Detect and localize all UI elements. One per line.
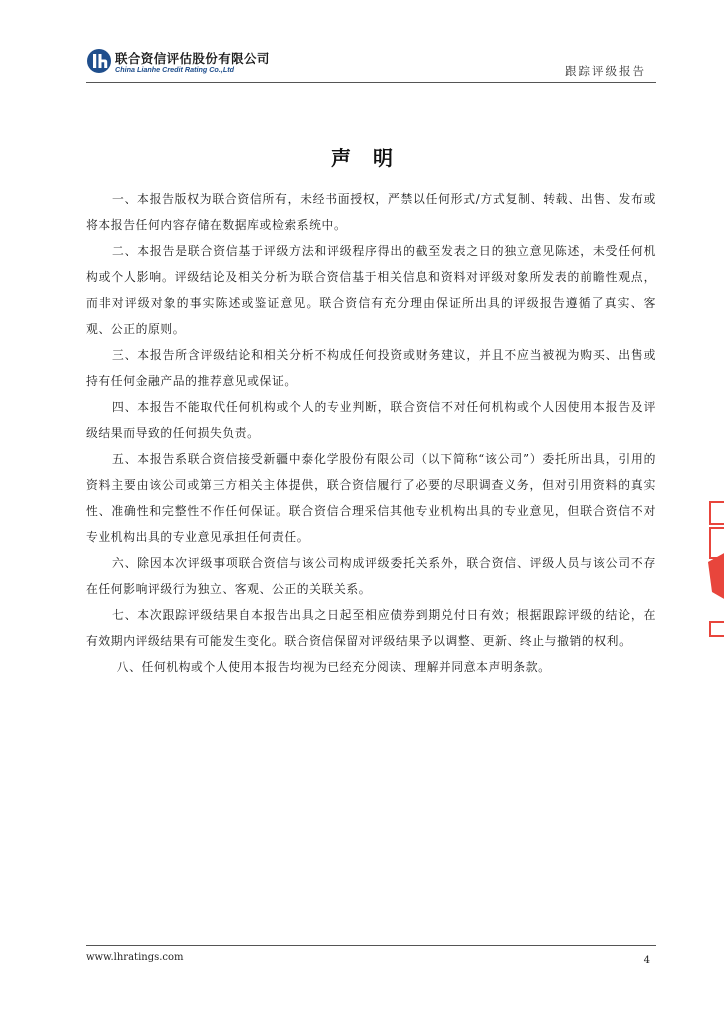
page-title: 声明 bbox=[331, 146, 415, 170]
company-name-en: China Lianhe Credit Rating Co.,Ltd bbox=[115, 65, 234, 74]
page-number: 4 bbox=[643, 955, 650, 966]
header-divider bbox=[86, 82, 656, 83]
declaration-paragraph-3: 三、本报告所含评级结论和相关分析不构成任何投资或财务建议，并且不应当被视为购买、出售或持有任何金融产品的推荐意见或保证。 bbox=[86, 348, 656, 388]
report-type-label: 跟踪评级报告 bbox=[565, 64, 646, 78]
declaration-paragraph-6: 六、除因本次评级事项联合资信与该公司构成评级委托关系外，联合资信、评级人员与该公司不存在任何影响评级行为独立、客观、公正的关联关系。 bbox=[86, 556, 656, 596]
declaration-paragraph-7: 七、本次跟踪评级结果自本报告出具之日起至相应债券到期兑付日有效；根据跟踪评级的结论，在有效期内评级结果有可能发生变化。联合资信保留对评级结果予以调整、更新、终止与撤销的权利。 bbox=[86, 608, 656, 648]
page-header bbox=[86, 46, 656, 82]
company-name-cn: 联合资信评估股份有限公司 bbox=[115, 51, 270, 66]
declaration-paragraph-4: 四、本报告不能取代任何机构或个人的专业判断，联合资信不对任何机构或个人因使用本报告及评级结果而导致的任何损失负责。 bbox=[86, 400, 656, 440]
footer-website: www.lhratings.com bbox=[86, 952, 184, 963]
lianhe-logo-icon bbox=[86, 48, 112, 74]
red-seal-stamp-icon bbox=[704, 500, 724, 640]
declaration-paragraph-5: 五、本报告系联合资信接受新疆中泰化学股份有限公司（以下简称“该公司”）委托所出具，引用的资料主要由该公司或第三方相关主体提供，联合资信履行了必要的尽职调查义务，但对引用资料的真实性、准确性和完整性不作任何保证。联合资信合理采信其他专业机构出具的专业意见，但联合资信不对专业机构出具的专业意见承担任何责任。 bbox=[86, 452, 656, 544]
declaration-body bbox=[86, 186, 656, 680]
declaration-paragraph-2: 二、本报告是联合资信基于评级方法和评级程序得出的截至发表之日的独立意见陈述，未受任何机构或个人影响。评级结论及相关分析为联合资信基于相关信息和资料对评级对象所发表的前瞻性观点，而非对评级对象的事实陈述或鉴证意见。联合资信有充分理由保证所出具的评级报告遵循了真实、客观、公正的原则。 bbox=[86, 244, 656, 336]
footer-divider bbox=[86, 945, 656, 946]
declaration-paragraph-1: 一、本报告版权为联合资信所有，未经书面授权，严禁以任何形式/方式复制、转载、出售、发布或将本报告任何内容存储在数据库或检索系统中。 bbox=[86, 192, 656, 232]
declaration-paragraph-8: 八、任何机构或个人使用本报告均视为已经充分阅读、理解并同意本声明条款。 bbox=[116, 660, 551, 674]
